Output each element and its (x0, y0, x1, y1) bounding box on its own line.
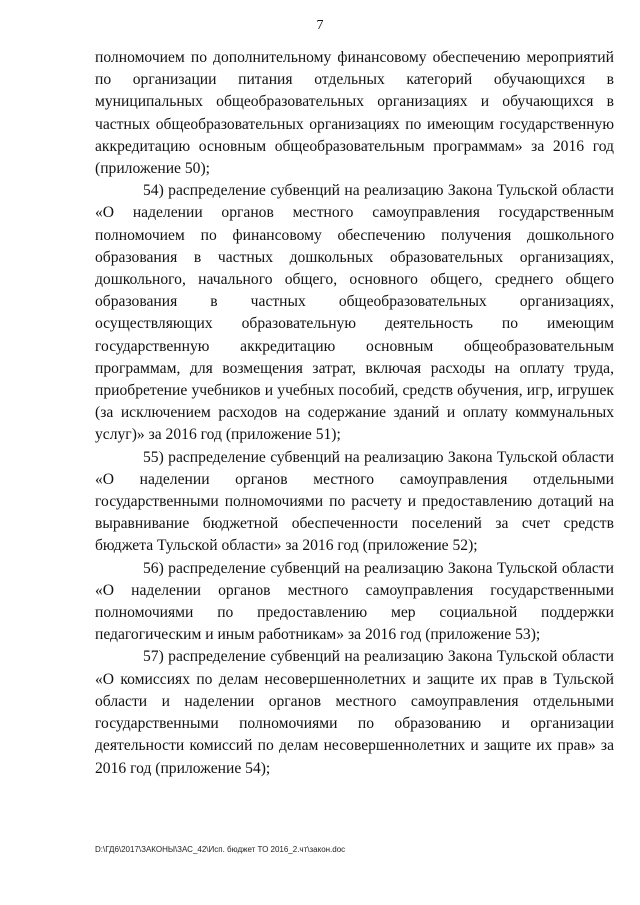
paragraph-item-54: 54) распределение субвенций на реализацию Закона Тульской области «О наделении органов местного самоуправления государственным полномочием по финансовому обеспечению получения дошкольного образования в частных дошкольных образовательных организациях, дошкольного, начального общего, основного общего, среднего общего образования в частных общеобразовательных организациях, осуществляющих образовательную деятельность по имеющим государственную аккредитацию основным общеобразовательным программам, для возмещения затрат, включая расходы на оплату труда, приобретение учебников и учебных пособий, средств обучения, игр, игрушек (за исключением расходов на содержание зданий и оплату коммунальных услуг)» за 2016 год (приложение 51); (95, 182, 614, 444)
paragraph-item-56: 56) распределение субвенций на реализацию Закона Тульской области «О наделении органов местного самоуправления государственными полномочиями по предоставлению мер социальной поддержки педагогическим и иным работникам» за 2016 год (приложение 53); (95, 559, 614, 644)
file-path-footer: D:\ГД6\2017\ЗАКОНЫ\ЗАС_42\Исп. бюджет ТО 2016_2.чт\закон.doc (95, 845, 346, 854)
paragraph-item-55: 55) распределение субвенций на реализацию Закона Тульской области «О наделении органов местного самоуправления отдельными государственными полномочиями по расчету и предоставлению дотаций на выравнивание бюджетной обеспеченности поселений за счет средств бюджета Тульской области» за 2016 год (приложение 52); (95, 448, 614, 555)
document-body (95, 47, 614, 780)
paragraph-item-57: 57) распределение субвенций на реализацию Закона Тульской области «О комиссиях по делам несовершеннолетних и защите их прав в Тульской области и наделении органов местного самоуправления отдельными государственными полномочиями по образованию и организации деятельности комиссий по делам несовершеннолетних и защите их прав» за 2016 год (приложение 54); (95, 648, 614, 777)
page-number: 7 (316, 18, 324, 33)
paragraph-continuation: полномочием по дополнительному финансовому обеспечению мероприятий по организации питания отдельных категорий обучающихся в муниципальных общеобразовательных организациях и обучающихся в частных общеобразовательных организациях по имеющим государственную аккредитацию основным общеобразовательным программам» за 2016 год (приложение 50); (95, 49, 614, 178)
